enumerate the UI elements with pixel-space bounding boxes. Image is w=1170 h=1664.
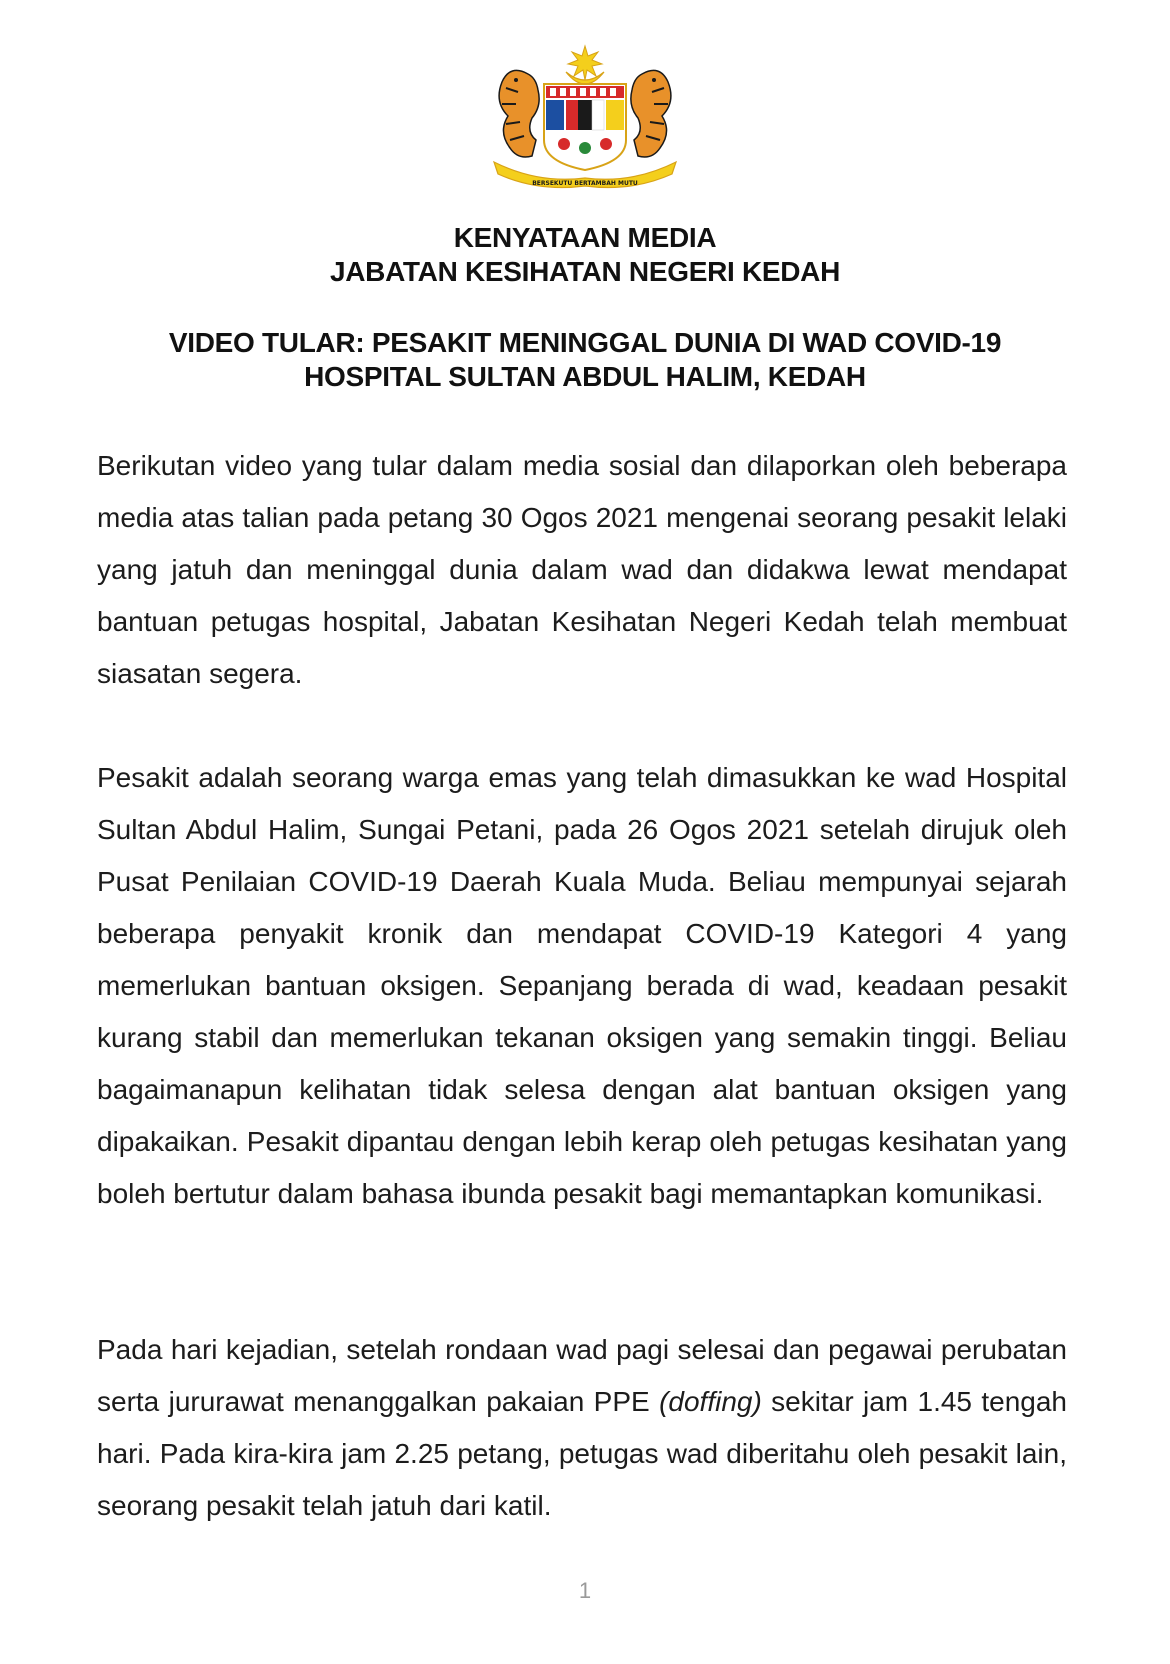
malaysia-coat-of-arms-icon	[488, 44, 682, 192]
paragraph-3-text-end: sekitar jam 1.45 tengah hari. Pada kira-kira jam 2.25 petang, petugas wad diberitahu oleh pesakit lain, seorang pesakit telah jatuh dari katil.	[97, 1386, 1068, 1521]
paragraph-3	[97, 1324, 1067, 1532]
paragraph-2: Pesakit adalah seorang warga emas yang telah dimasukkan ke wad Hospital Sultan Abdul Halim, Sungai Petani, pada 26 Ogos 2021 setelah dirujuk oleh Pusat Penilaian COVID-19 Daerah Kuala Muda. Beliau mempunyai sejarah beberapa penyakit kronik dan mendapat COVID-19 Kategori 4 yang memerlukan bantuan oksigen. Sepanjang berada di wad, keadaan pesakit kurang stabil dan memerlukan tekanan oksigen yang semakin tinggi. Beliau bagaimanapun kelihatan tidak selesa dengan alat bantuan oksigen yang dipakaikan. Pesakit dipantau dengan lebih kerap oleh petugas kesihatan yang boleh bertutur dalam bahasa ibunda pesakit bagi memantapkan komunikasi.	[97, 762, 1067, 1209]
statement-title	[0, 326, 1170, 394]
paragraph-1: Berikutan video yang tular dalam media sosial dan dilaporkan oleh beberapa media atas talian pada petang 30 Ogos 2021 mengenai seorang pesakit lelaki yang jatuh dan meninggal dunia dalam wad dan didakwa lewat mendapat bantuan petugas hospital, Jabatan Kesihatan Negeri Kedah telah membuat siasatan segera.	[97, 450, 1067, 689]
media-statement-header	[0, 221, 1170, 289]
header-line-2: JABATAN KESIHATAN NEGERI KEDAH	[329, 256, 841, 287]
shield-icon	[544, 84, 626, 170]
coat-of-arms-logo	[488, 44, 682, 192]
motto-text: BERSEKUTU BERTAMBAH MUTU	[532, 180, 638, 187]
page-number: 1	[578, 1578, 592, 1603]
title-line-2: HOSPITAL SULTAN ABDUL HALIM, KEDAH	[304, 361, 866, 392]
left-tiger-icon	[499, 70, 539, 157]
title-line-1: VIDEO TULAR: PESAKIT MENINGGAL DUNIA DI WAD COVID-19	[168, 327, 1002, 358]
paragraph-3-italic-term: (doffing)	[659, 1386, 762, 1417]
star-icon	[568, 46, 602, 80]
right-tiger-icon	[631, 70, 671, 157]
paragraph-3-text-start: Pada hari kejadian, setelah rondaan wad pagi selesai dan pegawai perubatan serta jururawat menanggalkan pakaian PPE	[97, 1334, 1067, 1417]
header-line-1: KENYATAAN MEDIA	[453, 222, 717, 253]
